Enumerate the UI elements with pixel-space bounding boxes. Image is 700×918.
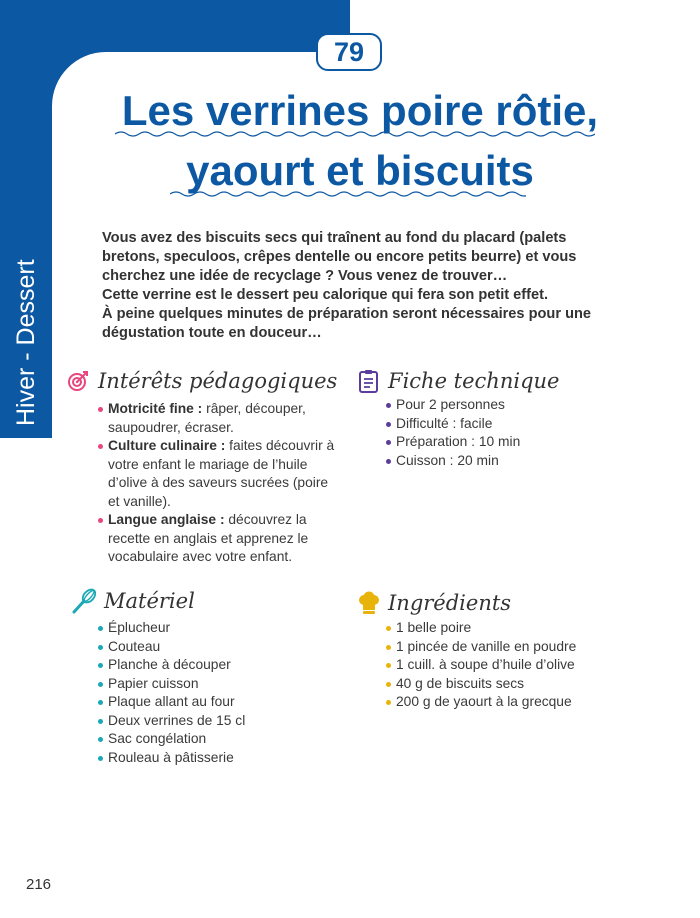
section-heading-interets	[66, 364, 337, 398]
list-item: Sac congélation	[98, 730, 318, 749]
interets-list	[98, 400, 338, 567]
item-label: Culture culinaire :	[108, 438, 226, 453]
section-heading-ingredients	[358, 586, 511, 620]
fiche-list	[386, 396, 606, 470]
intro-paragraph: Vous avez des biscuits secs qui traînent au fond du placard (palets bretons, speculoos, crêpes dentelle ou encore petits beurre) et vous cherchez une idée de recyclage ? Vous venez de trouver…	[102, 230, 577, 284]
list-item	[98, 437, 338, 511]
section-heading-materiel	[72, 584, 195, 618]
category-label: Hiver - Dessert	[12, 259, 40, 426]
materiel-list	[98, 619, 318, 767]
list-item	[98, 511, 338, 567]
ingredients-list	[386, 619, 626, 712]
recipe-title-line-2: yaourt et biscuits	[186, 147, 534, 194]
item-text: faites découvrir à votre enfant le mariage de l’huile d’olive à des saveurs sucrées (poire et vanille).	[108, 438, 335, 509]
chef-hat-icon	[358, 591, 380, 615]
page-number: 216	[26, 876, 52, 893]
clipboard-icon	[358, 369, 380, 393]
section-title: Intérêts pédagogiques	[98, 369, 338, 393]
item-label: Motricité fine :	[108, 401, 203, 416]
title-underline-wave	[115, 130, 595, 138]
recipe-number-badge: 79	[316, 33, 382, 71]
item-label: Langue anglaise :	[108, 512, 225, 527]
list-item: 1 pincée de vanille en poudre	[386, 638, 626, 657]
recipe-title-line-1: Les verrines poire rôtie,	[121, 87, 599, 134]
list-item: Cuisson : 20 min	[386, 452, 606, 471]
intro-text	[102, 229, 622, 343]
list-item: Préparation : 10 min	[386, 433, 606, 452]
item-text: râper, découper, saupoudrer, écraser.	[108, 401, 306, 435]
list-item: Planche à découper	[98, 656, 318, 675]
list-item: 1 belle poire	[386, 619, 626, 638]
list-item: Éplucheur	[98, 619, 318, 638]
list-item: Deux verrines de 15 cl	[98, 712, 318, 731]
title-underline-wave	[170, 190, 526, 198]
list-item: Plaque allant au four	[98, 693, 318, 712]
whisk-icon	[72, 588, 96, 614]
list-item: Papier cuisson	[98, 675, 318, 694]
list-item: 1 cuill. à soupe d’huile d’olive	[386, 656, 626, 675]
list-item	[98, 400, 338, 437]
list-item: 40 g de biscuits secs	[386, 675, 626, 694]
target-icon	[66, 369, 90, 393]
list-item: Pour 2 personnes	[386, 396, 606, 415]
section-title: Ingrédients	[388, 591, 512, 615]
list-item: Rouleau à pâtisserie	[98, 749, 318, 768]
item-text: découvrez la recette en anglais et apprenez le vocabulaire avec votre enfant.	[108, 512, 309, 564]
list-item: Difficulté : facile	[386, 415, 606, 434]
list-item: Couteau	[98, 638, 318, 657]
section-title: Fiche technique	[388, 369, 560, 393]
section-title: Matériel	[104, 589, 195, 613]
intro-paragraph: À peine quelques minutes de préparation seront nécessaires pour une dégustation toute en douceur…	[102, 306, 592, 341]
list-item: 200 g de yaourt à la grecque	[386, 693, 626, 712]
intro-paragraph: Cette verrine est le dessert peu calorique qui fera son petit effet.	[102, 287, 549, 303]
section-heading-fiche	[358, 364, 559, 398]
